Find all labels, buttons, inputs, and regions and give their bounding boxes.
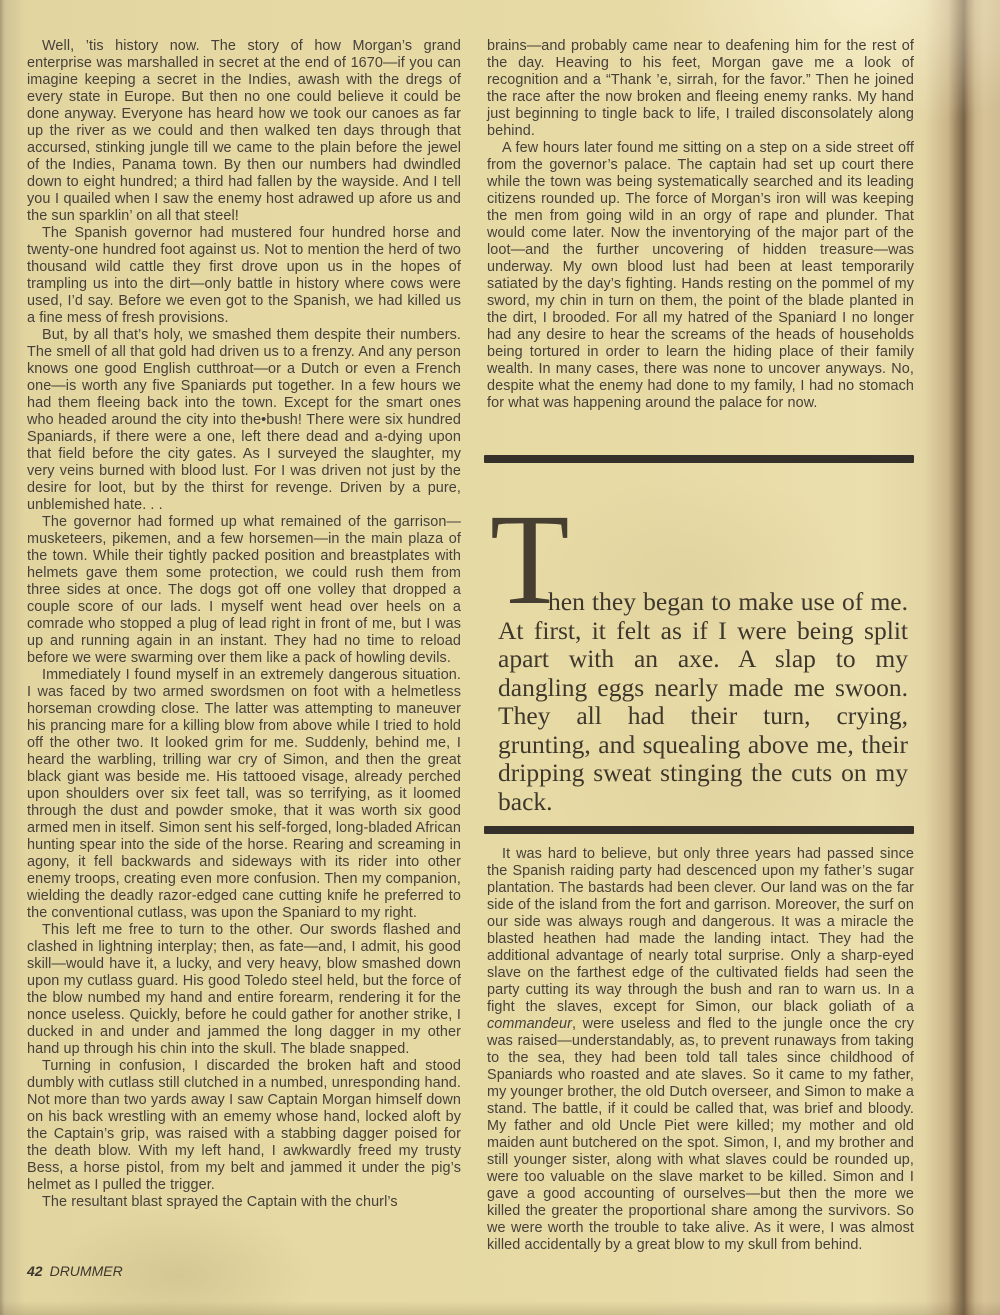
paragraph: Well, ’tis history now. The story of how Morgan’s grand enterprise was marshalled in secret at the end of 1670—if you can imagine keeping a secret in the Indies, awash with the dregs of every state in Europe. But then no one could believe it could be done anyway. Everyone has heard how we took our canoes as far up the river as we could and then walked ten days through that accursed, stinking jungle till we came to the plain before the jewel of the Indies, Panama town. By then our numbers had dwindled down to eight hundred; a third had fallen by the wayside. And I tell you I quailed when I saw the enemy host adrawed up afore us and the sun sparklin’ on all that steel! bbox=[27, 38, 461, 224]
pullquote-top-rule bbox=[484, 455, 914, 463]
paragraph-text: , were useless and fled to the jungle once the cry was raised—understandably, as, to prevent runaways from taking to the sea, they had been told tall tales since childhood of Spaniards who roasted and ate slaves. So it came to my father, my younger brother, the old Dutch overseer, and Simon to make a stand. The battle, if it could be called that, was brief and bloody. My father and old Uncle Piet were killed; my mother and old maiden aunt butchered on the spot. Simon, I, and my brother and still younger sister, along with what slaves could be rounded up, were too valuable on the slave market to be killed. Simon and I gave a good accounting of ourselves—but then the more we killed the greater the proportional share among the survivors. So we were worth the trouble to take alive. As it were, I was almost killed accidentally by a great blow to my skull from behind. bbox=[487, 1016, 914, 1253]
page-number: 42 bbox=[27, 1263, 43, 1279]
paragraph: The resultant blast sprayed the Captain with the churl’s bbox=[42, 1194, 398, 1210]
page-footer bbox=[27, 1263, 123, 1279]
paragraph: This left me free to turn to the other. Our swords flashed and clashed in lightning interplay; then, as fate—and, I admit, his good skill—would have it, a lucky, and very heavy, blow smashed down upon my cutlass guard. His good Toledo steel held, but the force of the blow numbed my hand and entire forearm, rendering it for the nonce useless. Quickly, before he could gather for another strike, I ducked in and under and jammed the long dagger in my other hand up through his chin into the skull. The blade snapped. bbox=[27, 922, 461, 1057]
drop-cap: T bbox=[490, 488, 570, 632]
pullquote-bottom-rule bbox=[484, 826, 914, 834]
paragraph: A few hours later found me sitting on a step on a side street off from the governor’s palace. The captain had set up court there while the town was being systematically searched and its leading citizens rounded up. The force of Morgan’s iron will was keeping the men from going wild in an orgy of rape and plunder. That would come later. Now the inventorying of the major part of the loot—and the further uncovering of hidden treasure—was underway. My own blood lust had been at least temporarily satiated by the day’s fighting. Hands resting on the pommel of my sword, my chin in turn on them, the point of the blade planted in the dirt, I brooded. For all my hatred of the Spaniard I no longer had any desire to hear the screams of the heads of households being tortured in order to learn the hiding place of their family wealth. In many cases, there was none to uncover anyways. No, despite what the enemy had done to my family, I had no stomach for what was happening around the palace for now. bbox=[487, 140, 914, 411]
paragraph: Immediately I found myself in an extremely dangerous situation. I was faced by two armed swordsmen on foot with a helmetless horseman crowding close. The latter was attempting to maneuver his prancing mare for a killing blow from above while I tried to hold off the other two. It looked grim for me. Suddenly, behind me, I heard the warbling, trilling war cry of Simon, and then the great black giant was beside me. His tattooed visage, already perched upon shoulders over six feet tall, was so terrifying, as it loomed through the dust and powder smoke, that it was worth six good armed men in itself. Simon sent his self-forged, long-bladed African hunting spear into the side of the horse. Rearing and screaming in agony, it fell backwards and sideways with its rider into other enemy troops, creating even more confusion. Then my companion, wielding the deadly razor-edged cane cutting knife he preferred to the conventional cutlass, was upon the Spaniard to my right. bbox=[27, 667, 461, 921]
magazine-title: DRUMMER bbox=[49, 1263, 123, 1279]
paragraph: But, by all that’s holy, we smashed them despite their numbers. The smell of all that gold had driven us to a frenzy. And any person knows one good English cutthroat—or a Dutch or even a French one—is worth any five Spaniards put together. In a few hours we had them fleeing back into the town. Except for the smart ones who headed around the city into the•bush! There were six hundred Spaniards, if there were a one, left there dead and a-dying upon that field before the city gates. As I surveyed the slaughter, my very veins burned with blood lust. For I was driven not just by the desire for loot, but by the thirst for revenge. Driven by a pure, unblemished hate. . . bbox=[27, 327, 461, 513]
right-column-bottom bbox=[487, 846, 914, 1254]
left-column bbox=[27, 38, 461, 1211]
paragraph: brains—and probably came near to deafening him for the rest of the day. Heaving to his feet, Morgan gave me a look of recognition and a “Thank ’e, sirrah, for the favor.” Then he joined the race after the now broken and fleeing enemy ranks. My hand just beginning to tingle back to life, I trailed disconsolately along behind. bbox=[487, 38, 914, 139]
paragraph: The governor had formed up what remained of the garrison—musketeers, pikemen, and a few horsemen—in the main plaza of the town. While their tightly packed position and breastplates with helmets gave them some protection, we could rush them from three sides at once. The dogs got off one volley that dropped a couple score of our lads. I myself went head over heels on a comrade who stopped a plug of lead right in front of me, but I was up and running again in an instant. They had no time to reload before we were swarming over them like a pack of howling devils. bbox=[27, 514, 461, 666]
pull-quote-text: hen they began to make use of me. At first, it felt as if I were being split apart with an axe. A slap to my dangling eggs nearly made me swoon. They all had their turn, crying, grunting, and squealing above me, their dripping sweat stinging the cuts on my back. bbox=[498, 587, 908, 816]
right-column-top bbox=[487, 38, 914, 412]
paragraph-text: It was hard to believe, but only three years had passed since the Spanish raiding party had descenced upon my father’s sugar plantation. The bastards had been clever. Our land was on the far side of the island from the fort and garrison. Moreover, the surf on our side was always rough and dangerous. It was a miracle the blasted heathen had made the landing intact. They had the additional advantage of nearly total surprise. Only a sharp-eyed slave on the farthest edge of the cultivated fields had seen the party cutting its way through the bush and ran to warn us. In a fight the slaves, except for Simon, our black goliath of a bbox=[487, 846, 914, 1015]
pull-quote bbox=[490, 488, 908, 816]
paragraph: Turning in confusion, I discarded the broken haft and stood dumbly with cutlass still clutched in a numbed, unresponding hand. Not more than two yards away I saw Captain Morgan himself down on his back wrestling with an ememy whose hand, locked aloft by the Captain’s grip, was raised with a stabbing dagger poised for the death blow. With my left hand, I awkwardly freed my trusty Bess, a horse pistol, from my belt and jammed it under the pig’s helmet as I pulled the trigger. bbox=[27, 1058, 461, 1193]
paragraph: The Spanish governor had mustered four hundred horse and twenty-one hundred foot against us. Not to mention the herd of two thousand wild cattle they first drove upon us in the hopes of trampling us into the dirt—only battle in history where cows were used, I’d say. Before we even got to the Spanish, we had killed us a fine mess of fresh provisions. bbox=[27, 225, 461, 326]
italic-word: commandeur bbox=[487, 1016, 572, 1032]
paragraph bbox=[487, 846, 914, 1254]
